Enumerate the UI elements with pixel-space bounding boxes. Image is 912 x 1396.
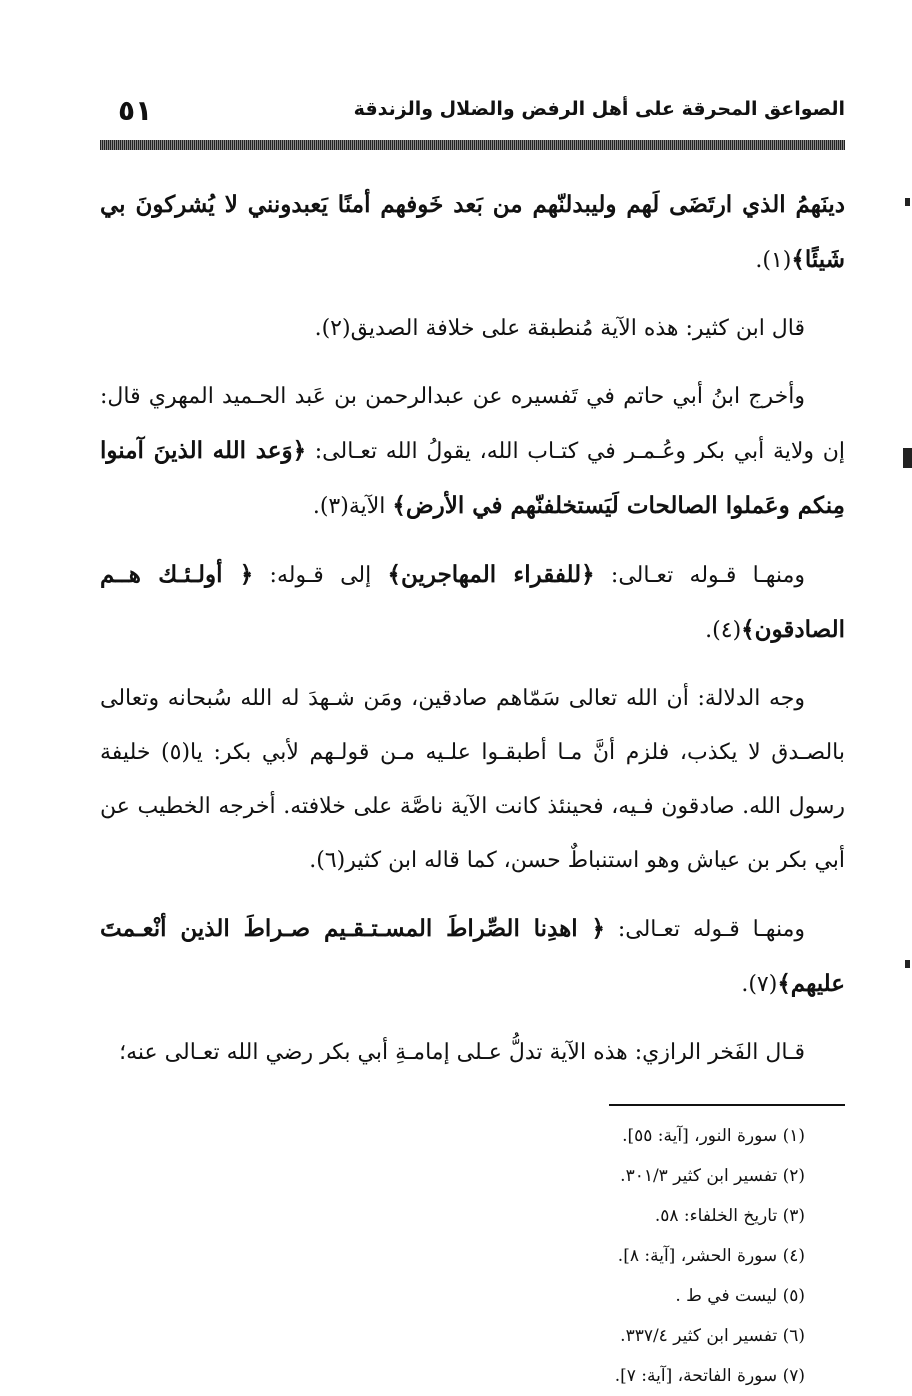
book-page — [100, 92, 845, 1396]
paragraph-text: ومنهـا قـوله تعـالى: — [594, 563, 805, 588]
paragraph-6 — [100, 902, 845, 1012]
quran-verse: ﴿ اهدِنا الصِّراطَ المسـتـقـيم صـراطَ الذين أنْعـمتَ عليهم﴾ — [100, 915, 845, 997]
footnote-ref: (٤). — [705, 618, 742, 643]
scan-edge-mark — [905, 960, 910, 968]
scan-edge-mark — [903, 448, 912, 468]
footnote-ref: (١). — [755, 248, 792, 273]
paragraph-2: قال ابن كثير: هذه الآية مُنطبقة على خلافة الصديق(٢). — [314, 316, 805, 341]
quran-verse: دينَهمُ الذي ارتَضَى لَهم وليبدلنّهم من بَعد خَوفهم أمنًا يَعبدونني لا يُشركونَ بي شَيئًا﴾ — [100, 191, 845, 273]
footnote-ref: (٧). — [741, 972, 778, 997]
paragraph-5: وجه الدلالة: أن الله تعالى سَمّاهم صادقين، ومَن شـهدَ له الله سُبحانه وتعالى بالصـدق لا يكذب، فلزم أنَّ مـا أطبقـوا علـيه مـن قولـهم لأبي بكر: يا(٥) خليفة رسول الله. صادقون فـيه، فحينئذ كانت الآية ناصَّة على خلافته. أخرجه الخطيب عن أبي بكر بن عياش وهو استنباطٌ حسن، كما قاله ابن كثير(٦). — [100, 686, 845, 873]
footnote-ref: الآية(٣). — [312, 494, 393, 519]
footnote-item: (٥) ليست في ط . — [675, 1286, 805, 1306]
paragraph-text: وأخرج ابنُ أبي حاتم في تَفسيره عن عبدالرحمن بن عَبد الحـميد المهري قال: إن ولاية أبي بكر وعُـمـر في كتـاب الله، يقولُ الله تعـالى: — [100, 384, 845, 464]
footnote-item: (٤) سورة الحشر، [آية: ٨]. — [617, 1246, 805, 1266]
footnote-item: (٣) تاريخ الخلفاء: ٥٨. — [654, 1206, 805, 1226]
footnote-item: (٦) تفسير ابن كثير ٣٣٧/٤. — [620, 1326, 805, 1346]
paragraph-7: قـال الفَخر الرازي: هذه الآية تدلُّ عـلى إمامـةِ أبي بكر رضي الله تعـالى عنه؛ — [119, 1040, 805, 1065]
page-number: ٥١ — [118, 94, 153, 127]
quran-verse: ﴿ أولـئـك هــم الصادقون﴾ — [100, 561, 845, 643]
body-text — [100, 178, 845, 1080]
paragraph-text: ومنهـا قـوله تعـالى: — [605, 917, 805, 942]
paragraph-1 — [100, 178, 845, 288]
paragraph-4 — [100, 548, 845, 658]
footnote-item: (٢) تفسير ابن كثير ٣٠١/٣. — [620, 1166, 805, 1186]
scan-edge-mark — [905, 198, 910, 206]
paragraph-3 — [100, 370, 845, 534]
running-title: الصواعق المحرقة على أهل الرفض والضلال والزندقة — [353, 98, 845, 120]
paragraph-text: إلى قـوله: — [253, 563, 388, 588]
header-rule — [100, 140, 845, 150]
quran-verse: ﴿وَعد الله الذينَ آمنوا مِنكم وعَملوا الصالحات لَيَستخلفنّهم في الأرض﴾ — [100, 437, 845, 519]
footnote-item: (٧) سورة الفاتحة، [آية: ٧]. — [614, 1366, 805, 1386]
page-header — [100, 92, 845, 136]
footnote-rule — [609, 1104, 845, 1106]
footnote-item: (١) سورة النور، [آية: ٥٥]. — [622, 1126, 805, 1146]
footnotes-list — [100, 1116, 845, 1396]
quran-verse: ﴿للفقراء المهاجرين﴾ — [387, 561, 595, 588]
